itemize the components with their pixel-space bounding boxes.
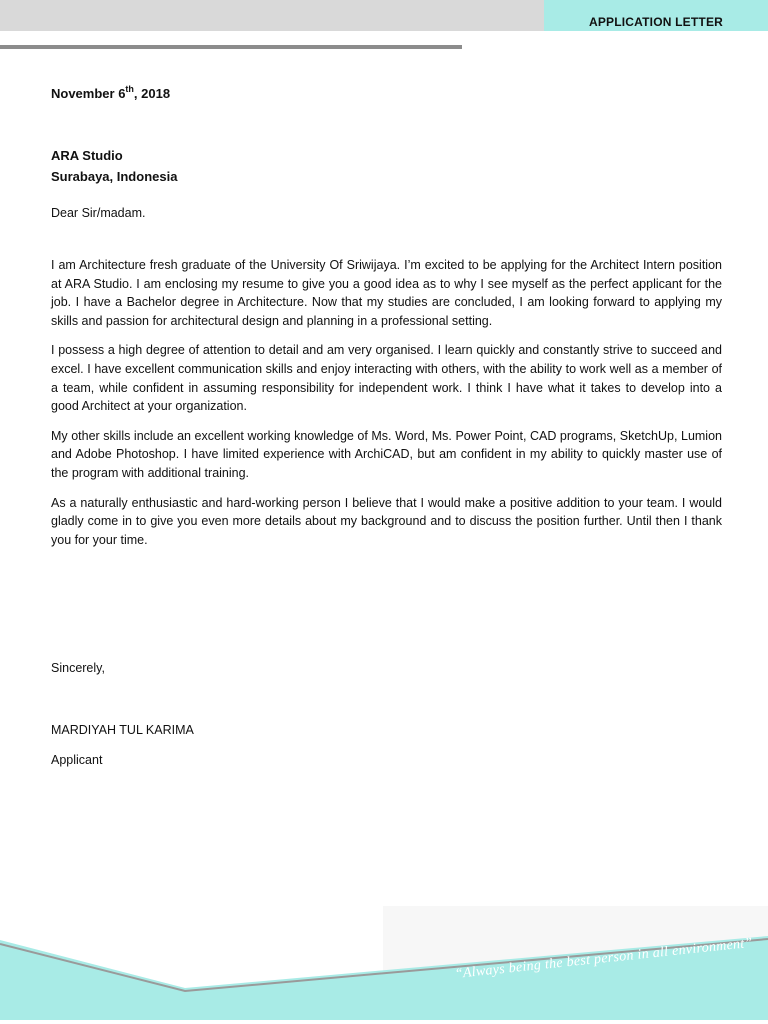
letter-date bbox=[51, 84, 170, 101]
salutation: Dear Sir/madam. bbox=[51, 206, 146, 220]
header-label: APPLICATION LETTER bbox=[588, 15, 724, 29]
date-year: , 2018 bbox=[133, 86, 171, 101]
header-rule bbox=[0, 45, 462, 49]
body-paragraph: My other skills include an excellent working knowledge of Ms. Word, Ms. Power Point, CAD programs, SketchUp, Lumion and Adobe Photoshop. I have limited experience with ArchiCAD, but am confident in my ability to quickly master use of the program with additional training. bbox=[51, 428, 722, 480]
recipient-name: ARA Studio bbox=[51, 148, 123, 163]
footer-bottom-edge bbox=[0, 1020, 768, 1024]
body-paragraph: I possess a high degree of attention to detail and am very organised. I learn quickly and constantly strive to succeed and excel. I have excellent communication skills and enjoy interacting with others, with the ability to work well as a member of a team, while confident in assuming responsibility for independent work. I think I have what it takes to develop into a good Architect at your organization. bbox=[51, 343, 722, 414]
signer-role: Applicant bbox=[51, 753, 103, 767]
closing: Sincerely, bbox=[51, 661, 105, 675]
header-tab bbox=[544, 0, 768, 31]
recipient-location: Surabaya, Indonesia bbox=[51, 169, 178, 184]
body-paragraph: As a naturally enthusiastic and hard-working person I believe that I would make a positive addition to your team. I would gladly come in to give you even more details about my background and to discuss the position further. Until then I thank you for your time. bbox=[51, 495, 722, 547]
header-band bbox=[0, 0, 544, 31]
recipient-block bbox=[51, 145, 177, 187]
letter-body bbox=[51, 256, 722, 560]
body-paragraph: I am Architecture fresh graduate of the University Of Sriwijaya. I’m excited to be applying for the Architect Intern position at ARA Studio. I am enclosing my resume to give you a good idea as to why I see myself as the perfect applicant for the job. I have a Bachelor degree in Architecture. Now that my studies are concluded, I am looking forward to applying my skills and passion for architectural design and planning in a professional setting. bbox=[51, 258, 722, 328]
date-month-day: November 6 bbox=[51, 86, 126, 101]
date-suffix: th bbox=[125, 84, 134, 94]
footer-tagline: “Always being the best person in all environment” bbox=[454, 935, 754, 982]
signer-name: MARDIYAH TUL KARIMA bbox=[51, 723, 194, 737]
